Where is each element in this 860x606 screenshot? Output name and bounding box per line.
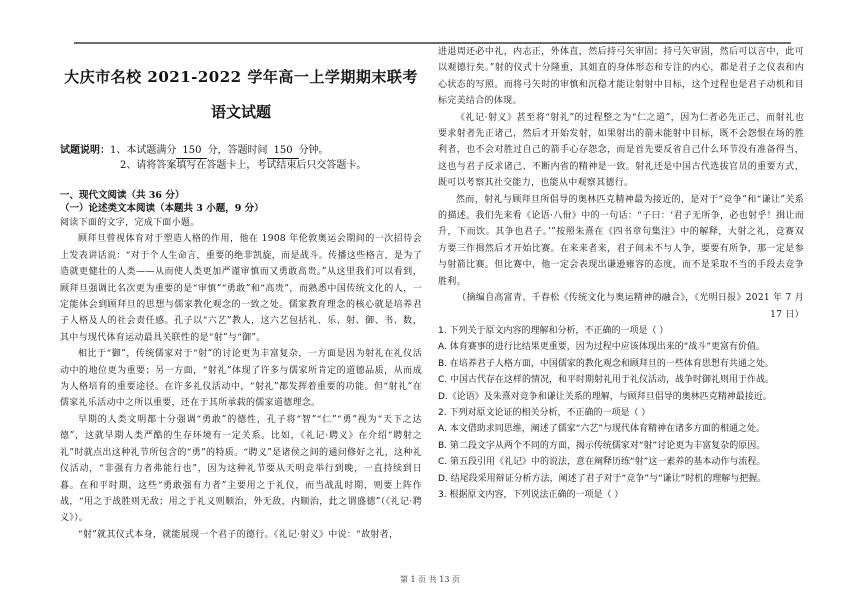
section-subheading: （一）论述类文本阅读（本题共 3 小题，9 分） bbox=[60, 203, 264, 214]
page-number: 第 1 页 共 13 页 bbox=[400, 575, 460, 584]
passage-paragraph: 进退周还必中礼，内志正，外体直，然后持弓矢审固；持弓矢审固，然后可以言中，此可以观德行矣。”射的仪式十分隆重，其姐直的身体形态和专注的内心，都是君子之仪表和内心状态的写照。而将弓矢时的审慎和沉稳才能让射射中目标，这个过程也是君子动机和目标完美结合的体现。 bbox=[438, 47, 804, 107]
option-1a: A. 体育赛事的进行比结果更重要，因为过程中应该体现出来的“战斗”更富有价值。 bbox=[438, 342, 766, 353]
passage-paragraph: “射”就其仪式本身，就能展现一个君子的德行。《礼记·射义》中说：“故射者， bbox=[78, 529, 399, 540]
instructions-text-b: 分，答题时间 bbox=[207, 145, 268, 156]
option-2a: A. 本文借助求同思维，阐述了儒家“六艺”与现代体育精神在诸多方面的相通之处。 bbox=[438, 424, 766, 435]
option-1c: C. 中国古代存在这样的情况，和平时期射礼用于礼仪活动，战争时御礼则用于作战。 bbox=[438, 375, 775, 386]
exam-title: 大庆市名校 2021-2022 学年高一上学期期末联考 bbox=[64, 68, 418, 86]
reading-prompt: 阅读下面的文字，完成下面小题。 bbox=[60, 218, 200, 228]
right-column bbox=[438, 44, 804, 503]
passage-source: （摘编自高富青、千春松《传统文化与奥运精神的融合》，《光明日报》2021 年 7 月 17 日） bbox=[457, 293, 804, 320]
question-2: 2. 下列对原文论证的相关分析，不正确的一项是（ ） bbox=[438, 407, 651, 418]
instructions bbox=[60, 144, 422, 173]
instructions-line-2: 2、请将答案填写在答题卡上，考试结束后只交答题卡。 bbox=[120, 160, 367, 171]
left-column bbox=[60, 60, 422, 543]
instructions-line-1 bbox=[60, 144, 422, 159]
section-heading: 一、现代文阅读（共 36 分） bbox=[60, 190, 185, 201]
exam-subtitle: 语文试题 bbox=[210, 103, 271, 121]
option-2b: B. 第二段文字从两个不同的方面，揭示传统儒家对“射”讨论更为丰富复杂的原因。 bbox=[438, 440, 766, 451]
passage-paragraph: 相比于“御”，传统儒家对于“射”的讨论更为丰富复杂，一方面是因为射礼在礼仪活动中的地位更为重要；另一方面，“射礼”体现了许多与儒家所肯定的道德品质，从而成为人格培育的重要途径。在许多礼仪活动中，“射礼”都发挥着重要的功能。但“射礼”在儒家礼乐活动中之所以重要，还在于其所承载的儒家道德理念。 bbox=[60, 349, 422, 409]
option-1d: D.《论语》及朱熹对竞争和谦让关系的理解，与顾拜旦倡导的奥林匹克精神最接近。 bbox=[438, 391, 772, 402]
passage-paragraph: 然而，射礼与顾拜旦所倡导的奥林匹克精神最为接近的，是对于“竞争”和“谦让”关系的描述。我们先来看《论语·八佾》中的一句话：“子曰：‘君子无所争，必也射乎！揖让而升，下而饮。其争也君子。’”按照朱熹在《四书章句集注》中的解释，大射之礼，竞赛双方要三作揖然后才开始比赛。在来来者来，君子间未不与人争，要要有所争，那一定是参与射箭比赛。但比赛中，他一定会表现出谦逊雍容的态度，而不是采取不当的手段去竞争胜利。 bbox=[438, 194, 804, 287]
option-2c: C. 第五段引用《礼记》中的说法，意在阐释历练“射”这一素养的基本动作与流程。 bbox=[438, 457, 766, 468]
instructions-text-c: 分钟。 bbox=[298, 145, 329, 156]
instructions-label: 试题说明： bbox=[60, 145, 110, 156]
passage-paragraph: 《礼记·射义》甚至将“射礼”的过程整之为“仁之道”，因为仁者必先正己，而射礼也要求射者先正诸己，然后才开始发射，如果射出的箭未能射中目标，既不会怨恨在场的胜利者，也不会对胜过自己的箭手心存怨念，而是首先要反省自己什么环节没有准备得当，这也与君子反求诸己、不断内省的精神是一致。射礼还是中国古代选拔官员的重要方式，既可以考察其社交能力，也能从中观察其德行。 bbox=[438, 112, 804, 189]
question-3: 3. 根据原文内容，下列说法正确的一项是（ ） bbox=[438, 489, 624, 500]
option-2d: D. 结尾段采用辩证分析方法，阐述了君子对于“竞争”与“谦让”时机的理解与把握。 bbox=[438, 473, 767, 484]
instructions-text-a: 1、本试题满分 bbox=[110, 145, 177, 156]
question-1: 1. 下列关于原文内容的理解和分析，不正确的一项是（ ） bbox=[438, 325, 669, 336]
passage-paragraph: 早期的人类文明都十分强调“勇敢”的德性，孔子将“智”“仁”“勇”视为“天下之达德”，这就早期人类严酷的生存环境有一定关系。比如，《礼记·聘义》在介绍“聘射之礼”时就点出这种礼节所包含的“勇”的特质。“聘义”是诸侯之间的通问修好之礼，这种礼仪活动，“非强有力者弗能行也”，因为这种礼节要从天明竞举行到晚，一直持续到日暮。在和平时期，这些“勇敢强有力者”主要用之于礼仪，而当战乱时期，则要上阵作战，“用之于战胜则无敌；用之于礼义则顺治，外无敌，内顺治，此之谓盛德”（《礼记·聘义》）。 bbox=[60, 414, 422, 524]
exam-time: 150 bbox=[267, 144, 298, 159]
option-1b: B. 在培养君子人格方面，中国儒家的教化观念和顾拜旦的一些体育思想有共通之处。 bbox=[438, 358, 774, 369]
passage-paragraph: 顾拜旦曾视体育对于塑造人格的作用，他在 1908 年伦敦奥运会期间的一次招待会上发表讲话说：“对于个人生命言，重要的绝非凯旋，而是战斗。传播这些格言，是为了造就更健壮的人类——从而使人类更加严谨审慎而又勇敢高贵。”从这里我们可以看到，顾拜旦强调比名次更为重要的是“审慎”“勇敢”和“高贵”，而熟悉中国传统文化的人，一定能体会到顾拜旦的思想与儒家教化观念的一致之处。儒家教育理念的核心就是培养君子人格及人的社会责任感。孔子以“六艺”教人，这六艺包括礼、乐、射、御、书、数，其中与现代体育运动最具关联性的是“射”与“御”。 bbox=[60, 234, 422, 343]
full-score: 150 bbox=[176, 144, 207, 159]
